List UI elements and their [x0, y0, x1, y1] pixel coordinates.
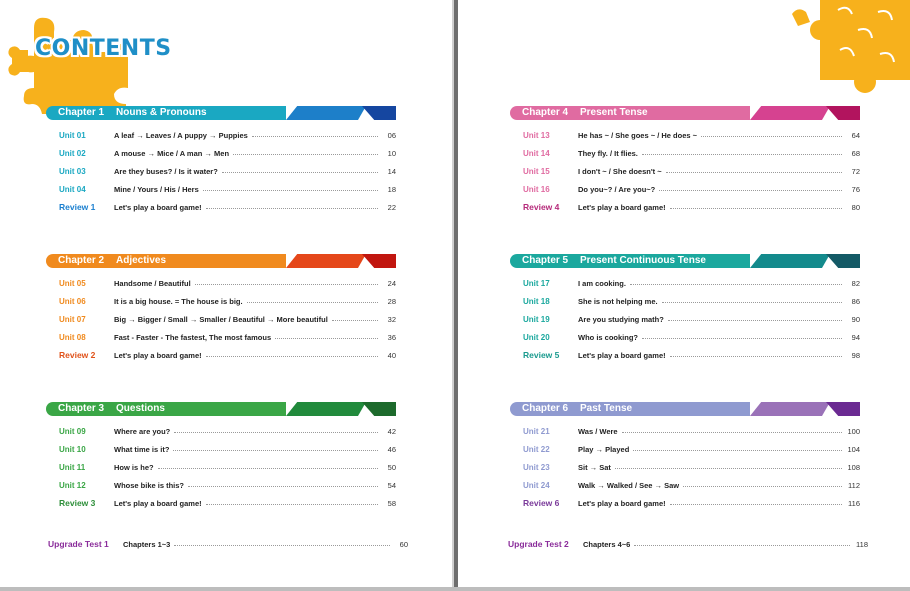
dot-leader	[670, 504, 842, 505]
page-number: 42	[387, 426, 396, 436]
unit-title: Sit → Sat	[578, 462, 611, 472]
unit-title: A leaf → Leaves / A puppy → Puppies	[114, 130, 248, 140]
dot-leader	[206, 356, 378, 357]
unit-row[interactable]	[46, 422, 396, 440]
page-number: 80	[851, 202, 860, 212]
unit-label: Unit 22	[523, 444, 550, 454]
page-number: 18	[387, 184, 396, 194]
unit-label: Unit 06	[59, 296, 86, 306]
unit-row[interactable]	[46, 162, 396, 180]
unit-list	[510, 126, 860, 216]
review-label: Review 5	[523, 350, 560, 360]
unit-label: Unit 15	[523, 166, 550, 176]
chapter-2-bar	[46, 254, 396, 268]
dot-leader	[247, 302, 378, 303]
dot-leader	[173, 450, 378, 451]
unit-row[interactable]	[46, 180, 396, 198]
page-number: 54	[387, 480, 396, 490]
review-title: Let's play a board game!	[578, 350, 666, 360]
unit-label: Unit 02	[59, 148, 86, 158]
page-number: 14	[387, 166, 396, 176]
unit-title: Was / Were	[578, 426, 618, 436]
dot-leader	[275, 338, 378, 339]
page-number: 40	[387, 350, 396, 360]
unit-row[interactable]	[46, 310, 396, 328]
unit-label: Unit 08	[59, 332, 86, 342]
unit-label: Unit 18	[523, 296, 550, 306]
dot-leader	[332, 320, 378, 321]
dot-leader	[642, 154, 842, 155]
unit-label: Unit 23	[523, 462, 550, 472]
chapter-bar-end	[826, 106, 860, 120]
unit-title: Play → Played	[578, 444, 630, 454]
page-number: 72	[851, 166, 860, 176]
dot-leader	[659, 190, 842, 191]
chapter-label: Chapter 2	[58, 255, 105, 266]
page-number: 68	[851, 148, 860, 158]
chapter-bar-accent	[750, 402, 830, 416]
dot-leader	[670, 208, 842, 209]
unit-title: Big → Bigger / Small → Smaller / Beautiful → More beautiful	[114, 314, 328, 324]
dot-leader	[642, 338, 842, 339]
unit-row[interactable]	[510, 458, 860, 476]
page-number: 24	[387, 278, 396, 288]
page-number: 06	[387, 130, 396, 140]
dot-leader	[158, 468, 378, 469]
unit-title: Fast - Faster - The fastest, The most famous	[114, 332, 272, 342]
page-number: 32	[387, 314, 396, 324]
unit-title: Handsome / Beautiful	[114, 278, 191, 288]
page-number: 58	[387, 498, 396, 508]
chapter-title: Nouns & Pronouns	[116, 107, 207, 118]
page-number: 64	[851, 130, 860, 140]
chapter-title: Present Continuous Tense	[580, 255, 706, 266]
page-bottom-edge	[0, 587, 910, 591]
unit-row[interactable]	[46, 126, 396, 144]
chapter-title: Past Tense	[580, 403, 633, 414]
review-title: Let's play a board game!	[114, 498, 202, 508]
unit-row[interactable]	[510, 328, 860, 346]
unit-label: Unit 21	[523, 426, 550, 436]
review-row[interactable]	[46, 346, 396, 364]
page-number: 36	[387, 332, 396, 342]
page-number: 112	[848, 480, 860, 490]
dot-leader	[666, 172, 842, 173]
review-label: Review 1	[59, 202, 96, 212]
unit-title: Whose bike is this?	[114, 480, 185, 490]
unit-label: Unit 17	[523, 278, 550, 288]
dot-leader	[206, 208, 378, 209]
unit-label: Unit 10	[59, 444, 86, 454]
unit-row[interactable]	[510, 476, 860, 494]
chapter-5-bar	[510, 254, 860, 268]
unit-row[interactable]	[510, 180, 860, 198]
dot-leader	[252, 136, 378, 137]
page-number: 86	[851, 296, 860, 306]
unit-list	[510, 274, 860, 364]
page-number: 76	[851, 184, 860, 194]
chapter-label: Chapter 3	[58, 403, 105, 414]
chapter-6-bar	[510, 402, 860, 416]
upgrade-test-row[interactable]	[48, 536, 408, 552]
left-page	[0, 0, 454, 591]
page-title: CONTENTS	[35, 36, 172, 61]
unit-label: Unit 04	[59, 184, 86, 194]
chapter-4-bar	[510, 106, 860, 120]
unit-row[interactable]	[510, 440, 860, 458]
chapter-4-section	[510, 106, 860, 216]
unit-label: Unit 11	[59, 462, 86, 472]
unit-label: Unit 05	[59, 278, 86, 288]
chapter-bar-accent	[750, 254, 830, 268]
page-number: 104	[847, 444, 860, 454]
unit-title: Do you~? / Are you~?	[578, 184, 656, 194]
chapter-title: Questions	[116, 403, 165, 414]
unit-label: Unit 13	[523, 130, 550, 140]
review-row[interactable]	[46, 198, 396, 216]
dot-leader	[188, 486, 378, 487]
page-number: 60	[399, 539, 408, 549]
dot-leader	[701, 136, 842, 137]
unit-label: Unit 03	[59, 166, 86, 176]
chapter-title: Present Tense	[580, 107, 648, 118]
dot-leader	[206, 504, 378, 505]
chapter-3-bar	[46, 402, 396, 416]
unit-title: How is he?	[114, 462, 154, 472]
unit-row[interactable]	[46, 328, 396, 346]
dot-leader	[222, 172, 378, 173]
page-number: 46	[387, 444, 396, 454]
unit-title: I am cooking.	[578, 278, 626, 288]
chapter-bar-end	[362, 402, 396, 416]
unit-list	[510, 422, 860, 512]
chapter-bar-accent	[286, 106, 366, 120]
page-number: 82	[851, 278, 860, 288]
review-row[interactable]	[510, 198, 860, 216]
review-title: Let's play a board game!	[114, 350, 202, 360]
dot-leader	[615, 468, 842, 469]
upgrade-title: Chapters 4~6	[583, 539, 631, 549]
puzzle-piece-icon	[2, 10, 152, 120]
page-number: 118	[856, 539, 868, 549]
upgrade-title: Chapters 1~3	[123, 539, 171, 549]
unit-label: Unit 16	[523, 184, 550, 194]
review-title: Let's play a board game!	[578, 202, 666, 212]
chapter-bar-end	[362, 106, 396, 120]
chapter-bar-end	[362, 254, 396, 268]
review-label: Review 3	[59, 498, 96, 508]
chapter-3-section	[46, 402, 396, 512]
chapter-label: Chapter 1	[58, 107, 105, 118]
unit-label: Unit 12	[59, 480, 86, 490]
page-number: 10	[387, 148, 396, 158]
unit-title: Where are you?	[114, 426, 171, 436]
unit-title: Are you studying math?	[578, 314, 664, 324]
unit-title: She is not helping me.	[578, 296, 658, 306]
unit-row[interactable]	[46, 144, 396, 162]
chapter-label: Chapter 5	[522, 255, 569, 266]
unit-title: Mine / Yours / His / Hers	[114, 184, 199, 194]
review-title: Let's play a board game!	[114, 202, 202, 212]
unit-label: Unit 19	[523, 314, 550, 324]
unit-row[interactable]	[510, 292, 860, 310]
dot-leader	[683, 486, 842, 487]
unit-title: Are they buses? / Is it water?	[114, 166, 218, 176]
dot-leader	[203, 190, 378, 191]
dot-leader	[622, 432, 842, 433]
upgrade-label: Upgrade Test 1	[48, 539, 109, 549]
unit-title: I don't ~ / She doesn't ~	[578, 166, 662, 176]
unit-list	[46, 126, 396, 216]
upgrade-test-row[interactable]	[508, 536, 868, 552]
page-number: 116	[848, 498, 860, 508]
chapter-bar-end	[826, 254, 860, 268]
unit-row[interactable]	[510, 162, 860, 180]
upgrade-label: Upgrade Test 2	[508, 539, 569, 549]
review-label: Review 2	[59, 350, 96, 360]
chapter-bar-accent	[286, 254, 366, 268]
review-title: Let's play a board game!	[578, 498, 666, 508]
unit-label: Unit 20	[523, 332, 550, 342]
unit-row[interactable]	[46, 458, 396, 476]
chapter-label: Chapter 4	[522, 107, 569, 118]
page-number: 50	[387, 462, 396, 472]
dot-leader	[662, 302, 842, 303]
chapter-bar-accent	[286, 402, 366, 416]
unit-label: Unit 09	[59, 426, 86, 436]
dot-leader	[668, 320, 842, 321]
chapter-label: Chapter 6	[522, 403, 569, 414]
unit-row[interactable]	[510, 144, 860, 162]
unit-title: It is a big house. = The house is big.	[114, 296, 243, 306]
unit-label: Unit 01	[59, 130, 86, 140]
chapter-1-section	[46, 106, 396, 216]
review-row[interactable]	[510, 494, 860, 512]
page-number: 28	[387, 296, 396, 306]
chapter-bar-accent	[750, 106, 830, 120]
unit-row[interactable]	[510, 126, 860, 144]
chapter-title: Adjectives	[116, 255, 167, 266]
dot-leader	[195, 284, 378, 285]
page-number: 94	[851, 332, 860, 342]
dot-leader	[634, 545, 850, 546]
unit-title: He has ~ / She goes ~ / He does ~	[578, 130, 698, 140]
dot-leader	[630, 284, 842, 285]
unit-label: Unit 24	[523, 480, 550, 490]
unit-title: They fly. / It flies.	[578, 148, 638, 158]
review-label: Review 4	[523, 202, 560, 212]
chapter-6-section	[510, 402, 860, 512]
dot-leader	[174, 432, 378, 433]
right-page	[458, 0, 910, 591]
chapter-bar-end	[826, 402, 860, 416]
unit-row[interactable]	[46, 476, 396, 494]
unit-title: A mouse → Mice / A man → Men	[114, 148, 230, 158]
page-number: 100	[847, 426, 860, 436]
review-row[interactable]	[510, 346, 860, 364]
page-number: 90	[851, 314, 860, 324]
unit-title: What time is it?	[114, 444, 170, 454]
unit-list	[46, 274, 396, 364]
dot-leader	[670, 356, 842, 357]
puzzle-piece-icon	[780, 0, 910, 100]
dot-leader	[633, 450, 842, 451]
chapter-2-section	[46, 254, 396, 364]
unit-row[interactable]	[510, 310, 860, 328]
page-number: 22	[387, 202, 396, 212]
chapter-5-section	[510, 254, 860, 364]
unit-title: Walk → Walked / See → Saw	[578, 480, 680, 490]
review-row[interactable]	[46, 494, 396, 512]
unit-title: Who is cooking?	[578, 332, 638, 342]
unit-row[interactable]	[510, 274, 860, 292]
unit-row[interactable]	[46, 274, 396, 292]
review-label: Review 6	[523, 498, 560, 508]
unit-label: Unit 14	[523, 148, 550, 158]
unit-list	[46, 422, 396, 512]
unit-label: Unit 07	[59, 314, 86, 324]
unit-row[interactable]	[46, 292, 396, 310]
dot-leader	[233, 154, 378, 155]
dot-leader	[174, 545, 390, 546]
page-number: 108	[847, 462, 860, 472]
page-number: 98	[851, 350, 860, 360]
unit-row[interactable]	[510, 422, 860, 440]
unit-row[interactable]	[46, 440, 396, 458]
chapter-1-bar	[46, 106, 396, 120]
